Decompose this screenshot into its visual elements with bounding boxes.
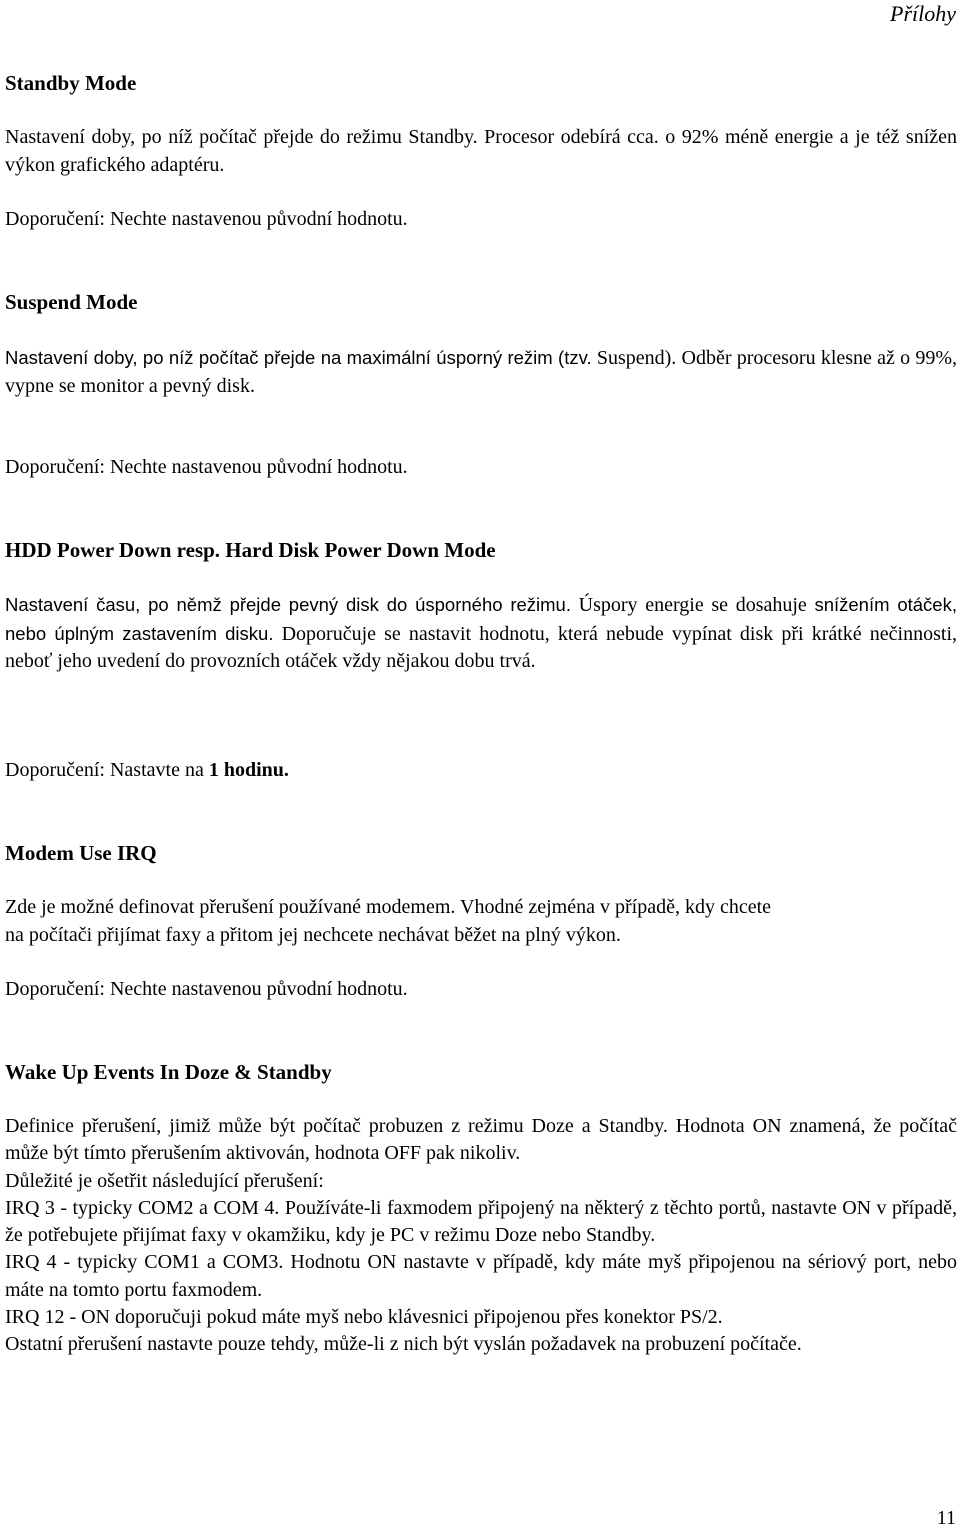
section-heading: Wake Up Events In Doze & Standby [5, 1060, 332, 1084]
paragraph: IRQ 12 - ON doporučuji pokud máte myš nebo klávesnici připojenou přes konektor PS/2. [5, 1306, 723, 1329]
section-heading: HDD Power Down resp. Hard Disk Power Down Mode [5, 538, 496, 562]
section-standby [5, 69, 957, 97]
paragraph-serif-segment: Úspory energie se dosahuje [570, 594, 815, 616]
recommendation-text: Doporučení: Nechte nastavenou původní hodnotu. [5, 978, 408, 1000]
section-heading: Suspend Mode [5, 290, 138, 314]
section-wake-body [5, 1113, 957, 1359]
paragraph: Definice přerušení, jimiž může být počítač probuzen z režimu Doze a Standby. Hodnota ON znamená, že počítač může být tímto přerušením aktivován, hodnota OFF pak nikoliv. [5, 1115, 957, 1165]
paragraph-serif-segment: Suspend). Odběr procesoru klesne až o 99%, vypne se monitor a pevný disk. [5, 347, 957, 397]
recommendation-prefix: Doporučení: Nastavte na [5, 759, 209, 781]
recommendation-value: 1 hodinu. [208, 759, 289, 781]
page-header-title: Přílohy [890, 1, 956, 26]
paragraph-line: na počítači přijímat faxy a přitom jej nechcete nechávat běžet na plný výkon. [5, 923, 621, 946]
paragraph: IRQ 4 - typicky COM1 a COM3. Hodnotu ON nastavte v případě, kdy máte myš připojenou na sériový port, nebo máte na tomto portu faxmodem. [5, 1251, 957, 1301]
paragraph: Důležité je ošetřit následující přerušení: [5, 1169, 324, 1192]
paragraph-sans-segment: Nastavení doby, po níž počítač přejde na maximální úsporný režim (tzv. [5, 347, 592, 368]
section-heading: Modem Use IRQ [5, 841, 157, 865]
section-hdd [5, 536, 957, 564]
paragraph: Ostatní přerušení nastavte pouze tehdy, může-li z nich být vyslán požadavek na probuzení počítače. [5, 1333, 802, 1356]
section-suspend-body [5, 344, 957, 400]
paragraph-sans-segment: Nastavení času, po němž přejde pevný disk do úsporného režimu. [5, 594, 571, 615]
paragraph: IRQ 3 - typicky COM2 a COM 4. Používáte-li faxmodem připojený na některý z těchto portů, nastavte ON v případě, že potřebujete přijímat faxy v okamžiku, kdy je PC v režimu Doze nebo Standby. [5, 1196, 957, 1247]
section-suspend-recommendation [5, 454, 957, 482]
paragraph [5, 344, 957, 400]
section-hdd-recommendation [5, 757, 957, 785]
section-modem-recommendation [5, 976, 957, 1004]
section-heading: Standby Mode [5, 71, 137, 95]
section-wake [5, 1058, 957, 1086]
section-standby-recommendation [5, 206, 957, 234]
section-standby-body [5, 124, 957, 179]
section-hdd-body [5, 591, 957, 676]
section-modem [5, 839, 957, 867]
page-number: 11 [936, 1507, 956, 1529]
section-modem-body [5, 894, 957, 949]
section-suspend [5, 288, 957, 316]
recommendation-text: Doporučení: Nechte nastavenou původní hodnotu. [5, 456, 408, 478]
recommendation-text: Doporučení: Nechte nastavenou původní hodnotu. [5, 208, 408, 230]
recommendation-text [5, 757, 957, 785]
paragraph-sans-segment: snížením otáček, nebo úplným zastavením disku. [5, 594, 957, 644]
paragraph-line: Zde je možné definovat přerušení používané modemem. Vhodné zejména v případě, kdy chcete [5, 896, 772, 918]
paragraph: Nastavení doby, po níž počítač přejde do režimu Standby. Procesor odebírá cca. o 92% méně energie a je též snížen výkon grafického adaptéru. [5, 126, 957, 176]
paragraph-serif-segment: Doporučuje se nastavit hodnotu, která nebude vypínat disk při krátké nečinnosti, neboť jeho uvedení do provozních otáček vždy nějakou dobu trvá. [5, 622, 957, 672]
paragraph [5, 591, 957, 676]
